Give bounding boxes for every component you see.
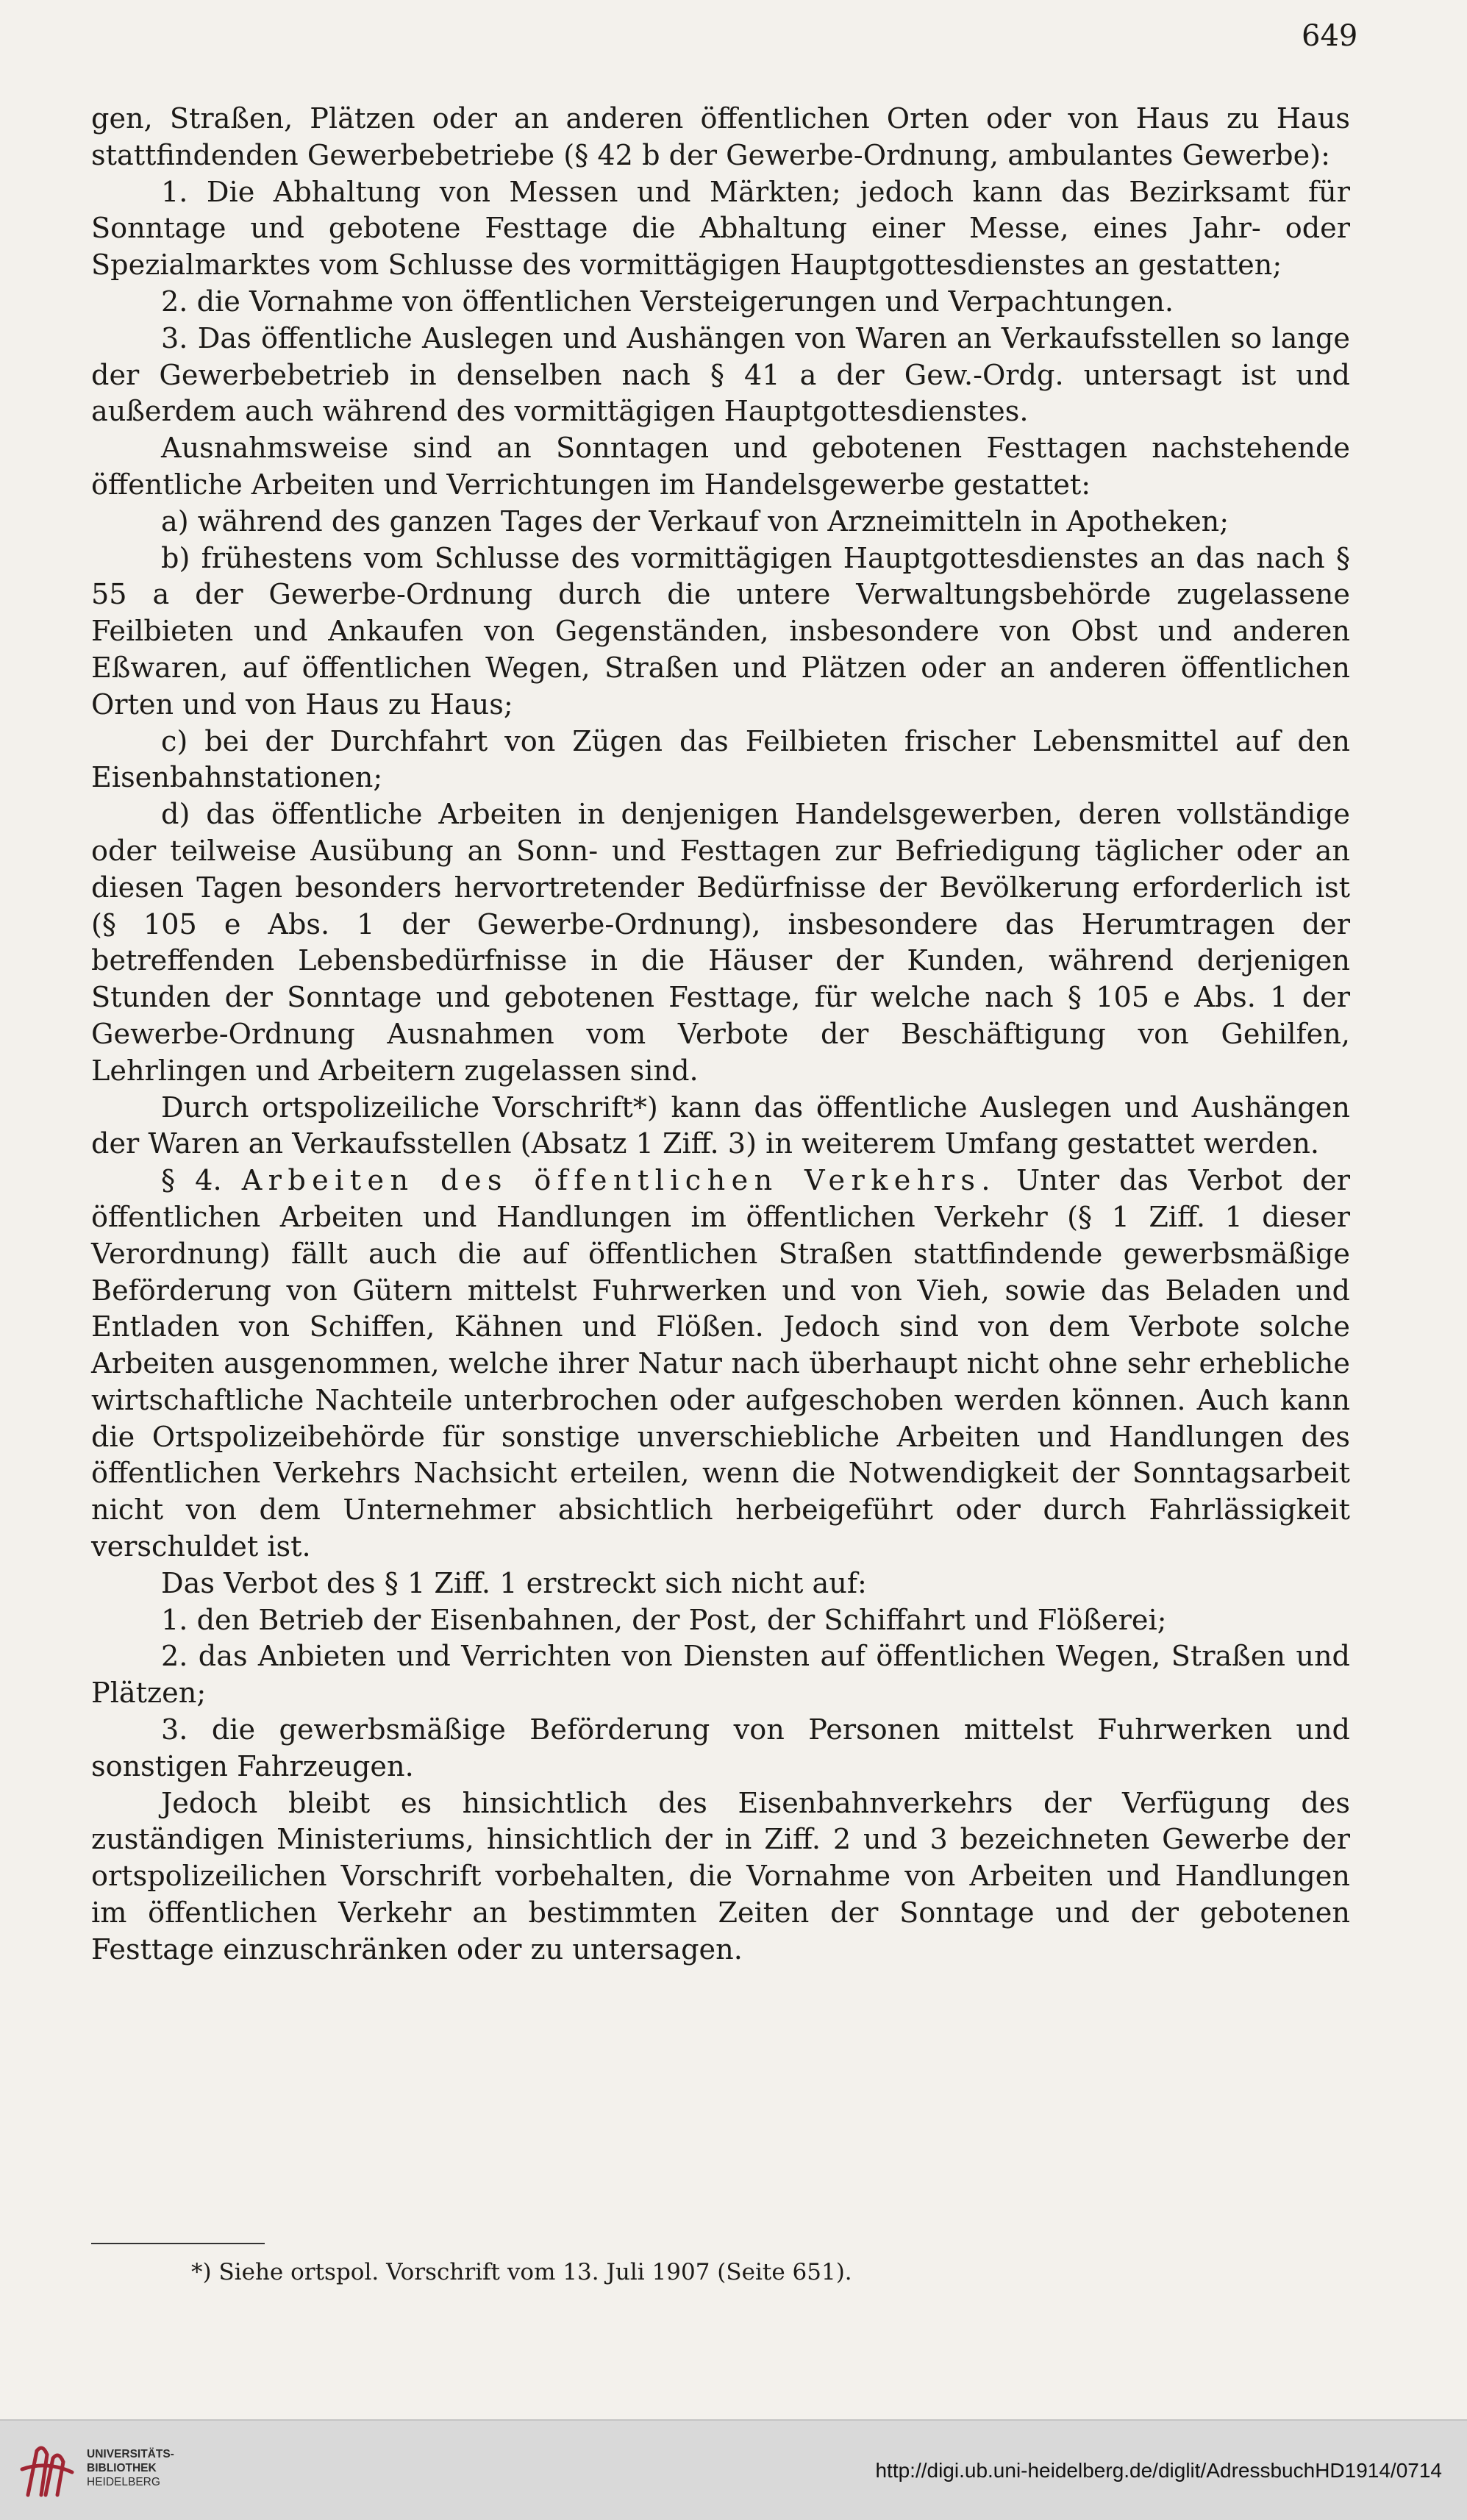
paragraph-3: 3. Das öffentliche Auslegen und Aushängen von Waren an Verkaufsstellen so lange der Gewerbebetrieb in denselben nach § 41 a der Gew.-Ordg. untersagt ist und außerdem auch während des vormittägigen Hauptgottesdienstes. — [91, 322, 1350, 429]
section-4-number: § 4. — [161, 1165, 222, 1198]
paragraph-1: 1. Die Abhaltung von Messen und Märkten; jedoch kann das Bezirksamt für Sonntage und gebotene Festtage die Abhaltung einer Messe, eines Jahr- oder Spezialmarktes vom Schlusse des vormittägigen Hauptgottesdienstes an gestatten; — [91, 176, 1350, 282]
section-4-paragraph — [91, 1163, 1350, 1566]
paragraph-14: Jedoch bleibt es hinsichtlich des Eisenbahnverkehrs der Verfügung des zuständigen Ministeriums, hinsichtlich der in Ziff. 2 und 3 bezeichneten Gewerbe der ortspolizeilichen Vorschrift vorbehalten, die Vornahme von Arbeiten und Handlungen im öffentlichen Verkehr an bestimmten Zeiten der Sonntage und der gebotenen Festtage einzuschränken oder zu untersagen. — [91, 1787, 1350, 1966]
library-seal-icon — [13, 2440, 79, 2506]
library-logo-text — [87, 2447, 174, 2489]
document-body — [91, 101, 1350, 1969]
footnote-divider — [91, 2243, 265, 2244]
paragraph-6: b) frühestens vom Schlusse des vormittägigen Hauptgottesdienstes an das nach § 55 a der Gewerbe-Ordnung durch die untere Verwaltungsbehörde zugelassene Feilbieten und Ankaufen von Gegenständen, insbesondere von Obst und anderen Eßwaren, auf öffentlichen Wegen, Straßen und Plätzen oder an anderen öffentlichen Orten und von Haus zu Haus; — [91, 542, 1350, 721]
paragraph-4: Ausnahmsweise sind an Sonntagen und gebotenen Festtagen nachstehende öffentliche Arbeiten und Verrichtungen im Handelsgewerbe gestattet: — [91, 432, 1350, 501]
page-number: 649 — [1302, 19, 1358, 53]
paragraph-9: Durch ortspolizeiliche Vorschrift*) kann das öffentliche Auslegen und Aushängen der Waren an Verkaufsstellen (Absatz 1 Ziff. 3) in weiterem Umfang gestattet werden. — [91, 1091, 1350, 1161]
paragraph-2: 2. die Vornahme von öffentlichen Versteigerungen und Verpachtungen. — [161, 285, 1174, 318]
source-url-link[interactable]: http://digi.ub.uni-heidelberg.de/diglit/AdressbuchHD1914/0714 — [875, 2459, 1442, 2482]
logo-line-1: UNIVERSITÄTS- — [87, 2448, 174, 2460]
logo-line-2: BIBLIOTHEK — [87, 2462, 157, 2474]
paragraph-7: c) bei der Durchfahrt von Zügen das Feilbieten frischer Lebensmittel auf den Eisenbahnstationen; — [91, 725, 1350, 795]
paragraph-0: gen, Straßen, Plätzen oder an anderen öffentlichen Orten oder von Haus zu Haus stattfindenden Gewerbebetriebe (§ 42 b der Gewerbe-Ordnung, ambulantes Gewerbe): — [91, 103, 1350, 172]
paragraph-10: Das Verbot des § 1 Ziff. 1 erstreckt sich nicht auf: — [161, 1567, 867, 1600]
paragraph-13: 3. die gewerbsmäßige Beförderung von Personen mittelst Fuhrwerken und sonstigen Fahrzeugen. — [91, 1714, 1350, 1783]
paragraph-8: d) das öffentliche Arbeiten in denjenigen Handelsgewerben, deren vollständige oder teilweise Ausübung an Sonn- und Festtagen zur Befriedigung täglicher oder an diesen Tagen besonders hervortretender Bedürfnisse der Bevölkerung erforderlich ist (§ 105 e Abs. 1 der Gewerbe-Ordnung), insbesondere das Herumtragen der betreffenden Lebensbedürfnisse in die Häuser der Kunden, während derjenigen Stunden der Sonntage und gebotenen Festtage, für welche nach § 105 e Abs. 1 der Gewerbe-Ordnung Ausnahmen vom Verbote der Beschäftigung von Gehilfen, Lehrlingen und Arbeitern zugelassen sind. — [91, 799, 1350, 1088]
paragraph-11: 1. den Betrieb der Eisenbahnen, der Post, der Schiffahrt und Flößerei; — [161, 1604, 1167, 1637]
footnote: *) Siehe ortspol. Vorschrift vom 13. Juli 1907 (Seite 651). — [191, 2259, 852, 2285]
footer-bar — [0, 2419, 1467, 2520]
paragraph-5: a) während des ganzen Tages der Verkauf von Arzneimitteln in Apotheken; — [161, 505, 1229, 538]
logo-line-3: HEIDELBERG — [87, 2476, 160, 2488]
section-4-text: Unter das Verbot der öffentlichen Arbeiten und Handlungen im öffentlichen Verkehr (§ 1 Ziff. 1 dieser Verordnung) fällt auch die auf öffentlichen Straßen stattfindende gewerbsmäßige Beförderung von Gütern mittelst Fuhrwerken und von Vieh, sowie das Beladen und Entladen von Schiffen, Kähnen und Flößen. Jedoch sind von dem Verbote solche Arbeiten ausgenommen, welche ihrer Natur nach überhaupt nicht ohne sehr erhebliche wirtschaftliche Nachteile unterbrochen oder aufgeschoben werden können. Auch kann die Ortspolizeibehörde für sonstige unverschiebliche Arbeiten und Handlungen des öffentlichen Verkehrs Nachsicht erteilen, wenn die Notwendigkeit der Sonntagsarbeit nicht von dem Unternehmer absichtlich herbeigeführt oder durch Fahrlässigkeit verschuldet ist. — [91, 1165, 1351, 1564]
section-4-heading: Arbeiten des öffentlichen Verkehrs. — [241, 1165, 996, 1198]
paragraph-12: 2. das Anbieten und Verrichten von Diensten auf öffentlichen Wegen, Straßen und Plätzen; — [91, 1641, 1350, 1710]
library-logo[interactable] — [13, 2435, 234, 2509]
